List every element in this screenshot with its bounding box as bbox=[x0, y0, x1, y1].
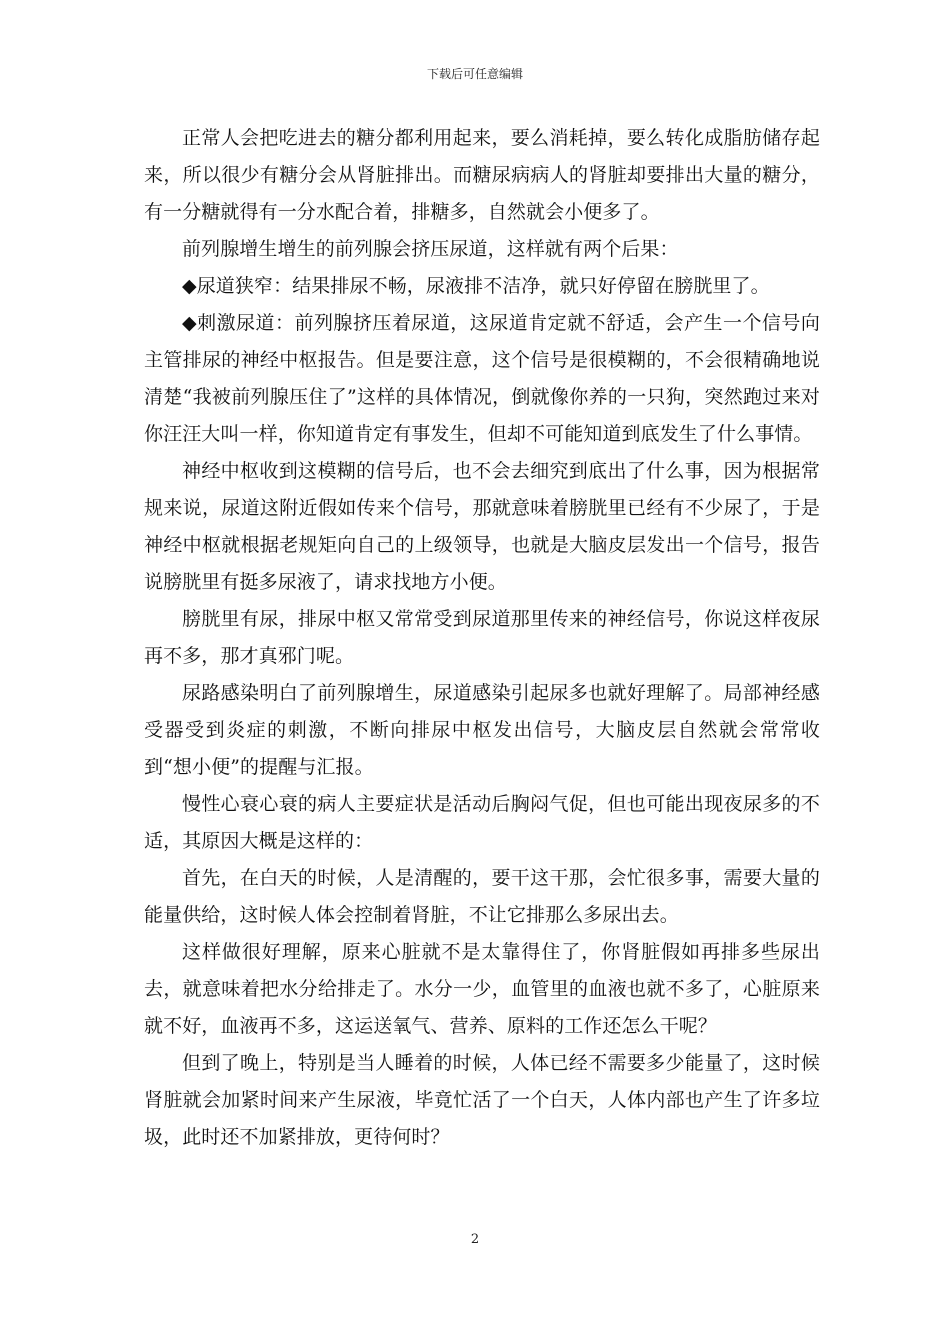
paragraph-2: 前列腺增生增生的前列腺会挤压尿道，这样就有两个后果： bbox=[182, 238, 679, 260]
body-text bbox=[144, 120, 820, 1156]
paragraph-8: 慢性心衰心衰的病人主要症状是活动后胸闷气促，但也可能出现夜尿多的不适，其原因大概是这样的： bbox=[144, 793, 820, 852]
page-number: 2 bbox=[470, 1232, 480, 1247]
paragraph-9: 首先，在白天的时候，人是清醒的，要干这干那，会忙很多事，需要大量的能量供给，这时候人体会控制着肾脏，不让它排那么多尿出去。 bbox=[144, 867, 820, 926]
paragraph-7: 尿路感染明白了前列腺增生，尿道感染引起尿多也就好理解了。局部神经感受器受到炎症的刺激，不断向排尿中枢发出信号，大脑皮层自然就会常常收到“想小便”的提醒与汇报。 bbox=[144, 682, 820, 778]
paragraph-6: 膀胱里有尿，排尿中枢又常常受到尿道那里传来的神经信号，你说这样夜尿再不多，那才真邪门呢。 bbox=[144, 608, 820, 667]
page-header: 下载后可任意编辑 bbox=[426, 67, 523, 81]
paragraph-11: 但到了晚上，特别是当人睡着的时候，人体已经不需要多少能量了，这时候肾脏就会加紧时间来产生尿液，毕竟忙活了一个白天，人体内部也产生了许多垃圾，此时还不加紧排放，更待何时？ bbox=[144, 1052, 820, 1148]
paragraph-1: 正常人会把吃进去的糖分都利用起来，要么消耗掉，要么转化成脂肪储存起来，所以很少有糖分会从肾脏排出。而糖尿病病人的肾脏却要排出大量的糖分，有一分糖就得有一分水配合着，排糖多，自然就会小便多了。 bbox=[144, 127, 820, 223]
paragraph-4: ◆刺激尿道：前列腺挤压着尿道，这尿道肯定就不舒适，会产生一个信号向主管排尿的神经中枢报告。但是要注意，这个信号是很模糊的，不会很精确地说清楚“我被前列腺压住了”这样的具体情况，倒就像你养的一只狗，突然跑过来对你汪汪大叫一样，你知道肯定有事发生，但却不可能知道到底发生了什么事情。 bbox=[144, 312, 820, 445]
paragraph-5: 神经中枢收到这模糊的信号后，也不会去细究到底出了什么事，因为根据常规来说，尿道这附近假如传来个信号，那就意味着膀胱里已经有不少尿了，于是神经中枢就根据老规矩向自己的上级领导，也就是大脑皮层发出一个信号，报告说膀胱里有挺多尿液了，请求找地方小便。 bbox=[144, 460, 820, 593]
paragraph-10: 这样做很好理解，原来心脏就不是太靠得住了，你肾脏假如再排多些尿出去，就意味着把水分给排走了。水分一少，血管里的血液也就不多了，心脏原来就不好，血液再不多，这运送氧气、营养、原料的工作还怎么干呢？ bbox=[144, 941, 820, 1037]
paragraph-3: ◆尿道狭窄：结果排尿不畅，尿液排不洁净，就只好停留在膀胱里了。 bbox=[182, 275, 770, 297]
